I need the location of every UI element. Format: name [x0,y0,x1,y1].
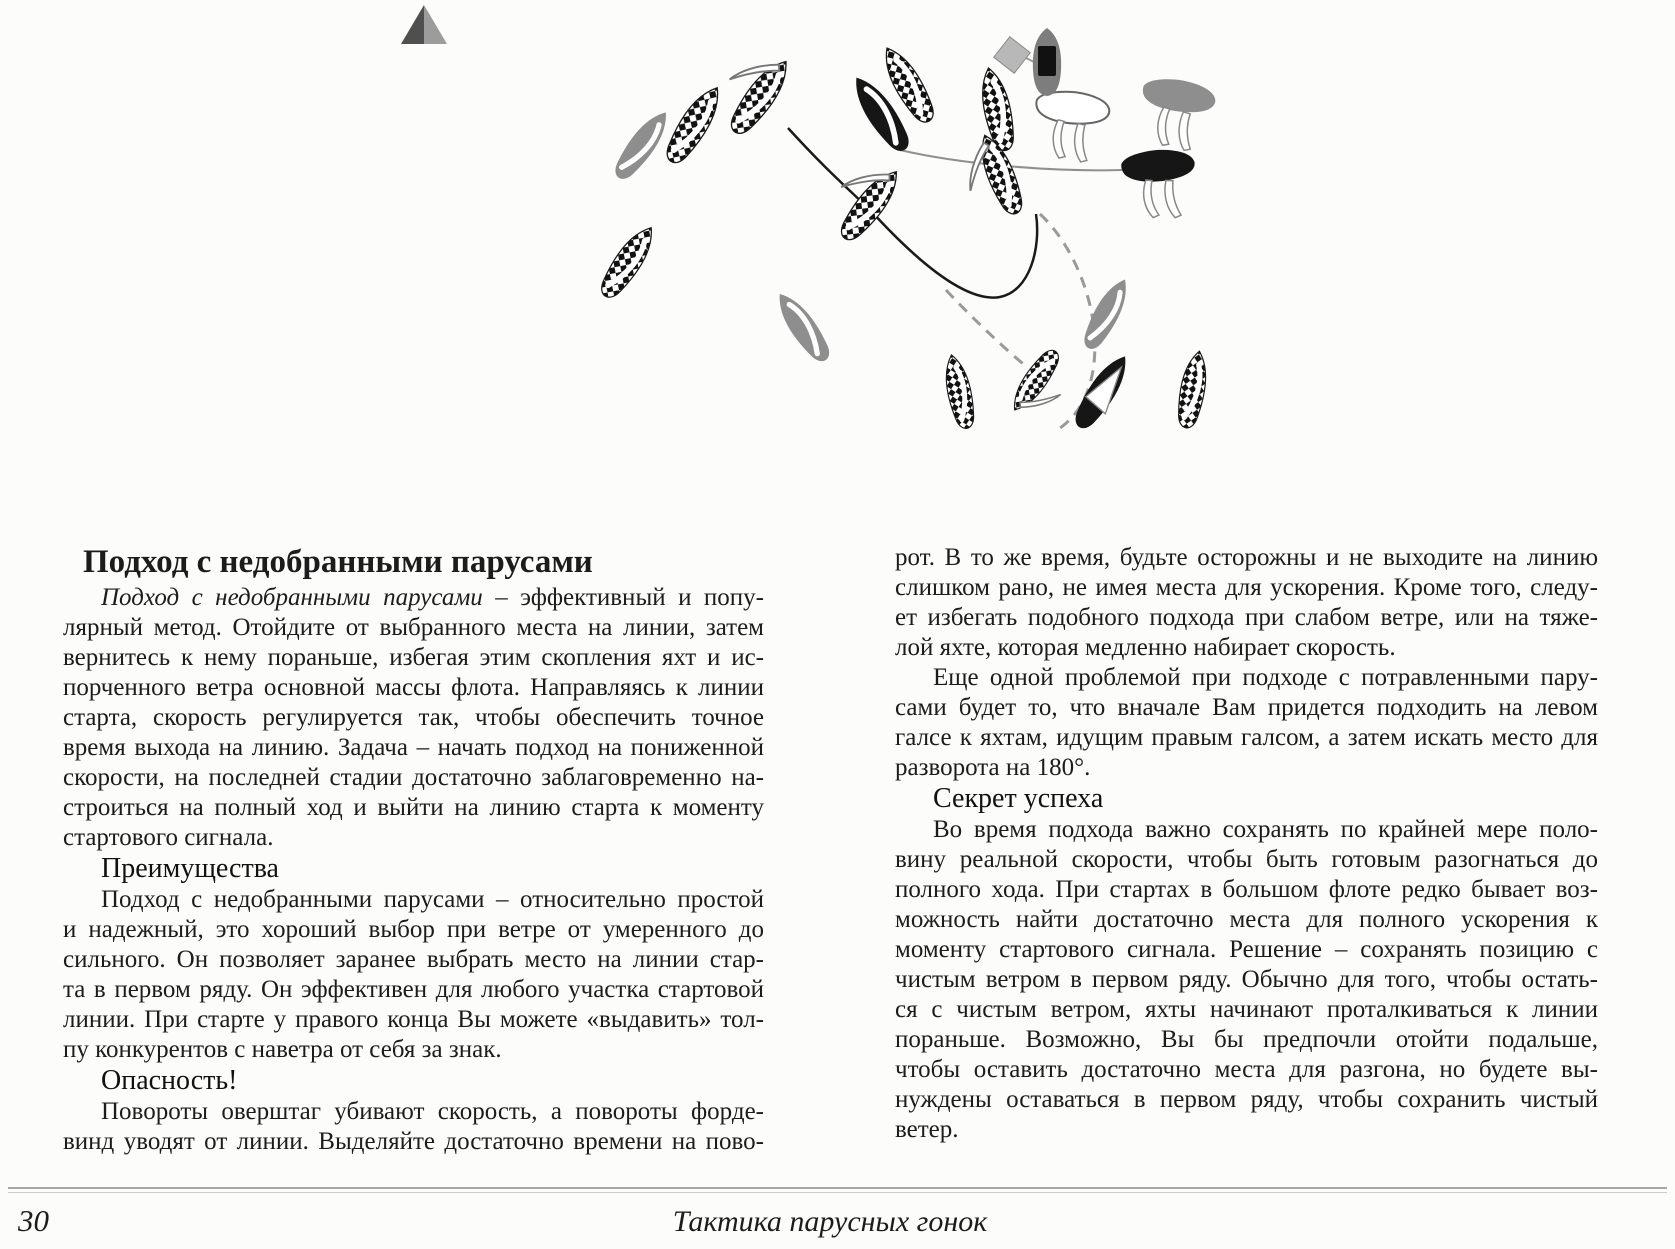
text-line: скорости, на последней стадии достаточно заблаговременно на- [63,764,764,791]
text-line: стартового сигнала. [63,824,274,851]
text-line: можность найти достаточно места для полного ускорения к [895,906,1598,933]
footer-rule [8,1187,1667,1189]
text-line: Еще одной проблемой при подходе с потравленными пару- [933,664,1598,691]
text-line: Подход с недобранными парусами – относительно простой [101,886,764,913]
text-line: рот. В то же время, будьте осторожны и не выходите на линию [895,544,1598,571]
competitor-black-2 [1068,349,1137,435]
text-line: и надежный, это хороший выбор при ветре от умеренного до [63,916,764,943]
text-line: ветер. [895,1116,959,1143]
competitor-checker-2 [595,221,662,303]
text-line: чтобы оставить достаточно места для разгона, но будете вы- [895,1056,1598,1083]
boat-astern-gray [1135,75,1217,154]
text-line [63,583,764,613]
subheading-secret: Секрет успеха [933,783,1104,814]
text-line: линии. При старте у правого конца Вы можете «выдавить» тол- [63,1006,764,1033]
paragraph-5 [895,663,1598,783]
lead-rest: – эффективный и попу- [482,584,765,611]
text-line: полного хода. При стартах в большом флоте редко бывает воз- [895,876,1598,903]
start-approach-illustration [0,0,1675,470]
boat-astern-black [1120,147,1199,222]
text-line: Повороты оверштаг убивают скорость, а повороты форде- [101,1098,764,1125]
text-line: строиться на полный ход и выйти на линию старта к моменту [63,794,764,821]
right-column [895,543,1598,1145]
competitor-checker-1 [660,81,729,169]
our-boat-track-2 [818,151,907,246]
text-line: лой яхте, которая медленно набирает скорость. [895,634,1396,661]
text-line: чистым ветром в первом ряду. Обычно для того, чтобы остать- [895,966,1598,993]
text-line: та в первом ряду. Он эффективен для любого участка стартовой [63,976,764,1003]
text-line: время выхода на линию. Задача – начать подход на пониженной [63,734,764,761]
text-line: моменту стартового сигнала. Решение – сохранять позицию с [895,936,1598,963]
competitor-checker-5 [940,353,978,431]
competitor-gray-3 [1078,274,1135,354]
text-line: вину реальной скорости, чтобы быть готовым разогнаться до [895,846,1598,873]
text-line: галсе к яхтам, идущим правым галсом, а затем искать место для [895,724,1598,751]
paragraph-2 [63,885,764,1065]
footer-rule-2 [8,1192,1667,1193]
competitor-checker-6 [1174,349,1211,430]
competitor-gray-2 [770,287,836,367]
lead-italic-phrase: Подход с недобранными парусами [101,584,483,611]
committee-flag [994,37,1030,73]
track-dashed-2 [946,290,1028,368]
text-line: пу конкурентов с наветра от себя за знак. [63,1036,502,1063]
text-line: Во время подхода важно сохранять по крайней мере поло- [933,816,1598,843]
start-line-buoy [401,5,447,44]
text-line: сильного. Он позволяет заранее выбрать место на линии стар- [63,946,764,973]
committee-boat [994,28,1061,96]
subheading-danger: Опасность! [101,1065,238,1096]
text-line: порченного ветра основной массы флота. Направляясь к линии [63,674,764,701]
page-number: 30 [18,1203,49,1238]
text-line: вернитесь к нему пораньше, избегая этим скопления яхт и ис- [63,644,764,671]
text-line: нуждены оставаться в первом ряду, чтобы сохранить чистый [895,1086,1598,1113]
paragraph-3 [63,1097,764,1157]
text-line: ся с чистым ветром, яхты начинают проталкиваться к линии [895,996,1598,1023]
text-line: слишком рано, не имея места для ускорения. Кроме того, следу- [895,574,1598,601]
our-boat-track-1 [706,41,796,140]
paragraph-6 [895,815,1598,1145]
text-line: сами будет то, что вначале Вам придется подходить на левом [895,694,1598,721]
left-column [63,543,764,1157]
section-heading: Подход с недобранными парусами [83,544,593,580]
sailing-start-diagram [0,0,1675,470]
paragraph-1 [63,583,764,853]
boat-astern-outline [1032,89,1111,164]
competitor-checker-4 [976,65,1019,153]
subheading-advantages: Преимущества [101,853,279,884]
text-line: лярный метод. Отойдите от выбранного места на линии, затем [63,614,764,641]
paragraph-4 [895,543,1598,663]
text-line: ет избегать подобного подхода при слабом ветре, или на тяже- [895,604,1598,631]
text-line: винд уводят от линии. Выделяйте достаточно времени на пово- [63,1128,764,1155]
text-line: пораньше. Возможно, Вы бы предпочли отойти подальше, [895,1026,1598,1053]
running-title: Тактика парусных гонок [672,1205,988,1238]
text-line: разворота на 180°. [895,754,1091,781]
text-line: старта, скорость регулируется так, чтобы обеспечить точное [63,704,764,731]
our-boat-track-3 [953,131,1028,227]
competitor-gray-1 [609,105,676,185]
